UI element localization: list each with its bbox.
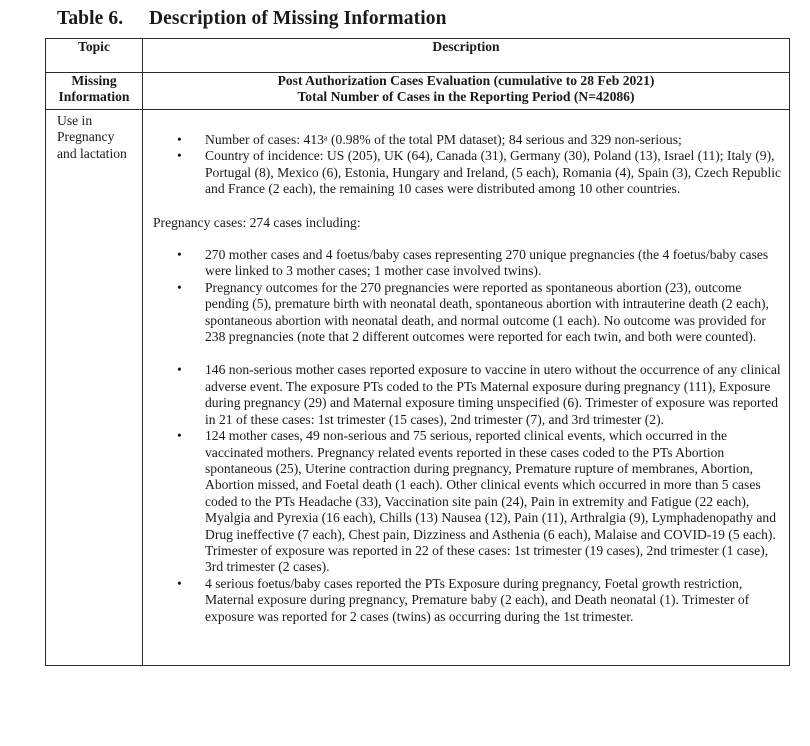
bullet-icon: • <box>177 148 182 164</box>
list-item <box>148 148 783 197</box>
topic-text: Use in Pregnancy and lactation <box>57 113 127 161</box>
bullet-icon: • <box>177 575 182 591</box>
list-item <box>148 280 783 346</box>
list-item-text: 270 mother cases and 4 foetus/baby cases representing 270 unique pregnancies (the 4 foetus/baby cases were linked to 3 mother cases; 1 mother case involved twins). <box>205 247 769 279</box>
list-item-text: 124 mother cases, 49 non-serious and 75 serious, reported clinical events, which occurred in the vaccinated mothers. Pregnancy related events reported in these cases coded to the PTs Abortion spontaneous (25), Uterine contraction during pregnancy, Premature rupture of membranes, Abortion, Abortion missed, and Foetal death (1 each). Other clinical events which occurred in more than 5 cases coded to the PTs Headache (33), Vaccination site pain (24), Pain in extremity and Fatigue (22 each), Myalgia and Pyrexia (16 each), Chills (13) Nausea (12), Pain (11), Arthralgia (9), Lymphadenopathy and Drug ineffective (7 each), Chest pain, Dizziness and Asthenia (6 each), Malaise and COVID-19 (5 each). Trimester of exposure was reported in 22 of these cases: 1st trimester (19 cases), 2nd trimester (1 case), 3rd trimester (2 cases). <box>205 428 777 575</box>
evaluation-heading-line1: Post Authorization Cases Evaluation (cumulative to 28 Feb 2021) <box>277 73 655 88</box>
bullet-icon: • <box>177 247 182 263</box>
evaluation-heading <box>143 73 790 110</box>
bullet-icon: • <box>177 362 182 378</box>
case-summary-list <box>148 132 783 198</box>
list-item <box>148 428 783 576</box>
list-item-text: Number of cases: 413ᵃ (0.98% of the total PM dataset); 84 serious and 329 non-serious; <box>205 132 682 147</box>
table-caption <box>57 8 447 30</box>
pregnancy-list <box>148 247 783 345</box>
subheader-row <box>46 73 790 110</box>
missing-information-text: Missing Information <box>58 73 130 105</box>
list-item-text: Pregnancy outcomes for the 270 pregnancies were reported as spontaneous abortion (23), outcome pending (5), premature birth with neonatal death, spontaneous abortion with intrauterine death (2 each), spontaneous abortion with neonatal death, and normal outcome (1 each). No outcome was provided for 238 pregnancies (note that 2 different outcomes were reported for each twin, and both were counted). <box>205 279 769 345</box>
list-item-text: 4 serious foetus/baby cases reported the PTs Exposure during pregnancy, Foetal growth restriction, Maternal exposure during pregnancy, Premature baby (2 each), and Death neonatal (1). Trimester of exposure was reported for 2 cases (twins) as occurring during the 1st trimester. <box>205 575 750 624</box>
pregnancy-row <box>46 110 790 666</box>
list-item <box>148 132 783 148</box>
list-item-text: 146 non-serious mother cases reported exposure to vaccine in utero without the occurrence of any clinical adverse event. The exposure PTs coded to the PTs Maternal exposure during pregnancy (111), Exposure during pregnancy (29) and Maternal exposure timing unspecified (6). Trimester of exposure was reported in 21 of these cases: 1st trimester (15 cases), 2nd trimester (7), and 3rd trimester (2). <box>205 362 781 427</box>
bullet-icon: • <box>177 279 182 295</box>
list-item <box>148 576 783 625</box>
table-number: Table 6. <box>57 8 124 29</box>
list-item <box>148 247 783 280</box>
list-item <box>148 362 783 428</box>
pregnancy-cases-label: Pregnancy cases: 274 cases including: <box>153 214 361 230</box>
bullet-icon: • <box>177 428 182 444</box>
topic-column-header: Topic <box>46 39 143 73</box>
missing-information-table <box>45 38 790 666</box>
list-item-text: Country of incidence: US (205), UK (64), Canada (31), Germany (30), Poland (13), Israel (11); Italy (9), Portugal (8), Mexico (6), Estonia, Hungary and Ireland, (5 each), Romania (4), Spain (3), Czech Republic and France (2 each), the remaining 10 cases were distributed among 10 other countries. <box>205 148 782 197</box>
description-column-header: Description <box>143 39 790 73</box>
topic-cell <box>46 110 143 666</box>
evaluation-heading-line2: Total Number of Cases in the Reporting Period (N=42086) <box>297 89 635 105</box>
missing-information-label <box>46 73 143 110</box>
clinical-events-list <box>148 362 783 625</box>
description-cell <box>143 110 790 666</box>
table-title: Description of Missing Information <box>149 8 447 29</box>
bullet-icon: • <box>177 132 182 147</box>
header-row <box>46 39 790 73</box>
